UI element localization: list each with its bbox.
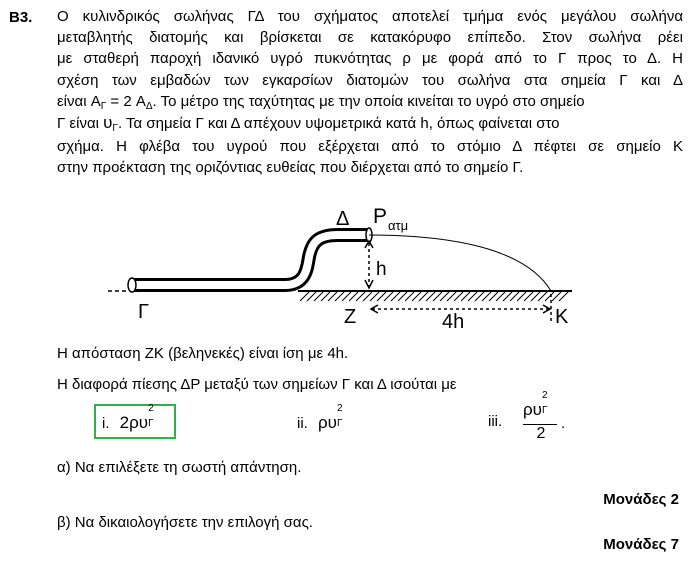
option-i[interactable]: i. 2ρυ 2 Γ <box>102 403 154 432</box>
option-ii-value: ρυ <box>318 413 337 432</box>
option-iii-num: ρυ <box>523 400 542 419</box>
pipe-mouth-gamma <box>128 278 136 292</box>
label-4h: 4h <box>442 311 465 333</box>
option-iii-dot: . <box>561 415 566 432</box>
question-number: B3. <box>9 9 33 26</box>
line6-sub-gamma: Γ <box>112 122 118 134</box>
option-iii-fraction: ρυ 2 Γ 2 <box>521 400 561 443</box>
ground-hatching <box>300 291 569 301</box>
distance-statement: Η απόσταση ΖΚ (βεληνεκές) είναι ίση με 4h. <box>57 345 349 362</box>
line5-sub-delta: Δ <box>145 100 153 112</box>
text-line-6 <box>57 112 683 133</box>
text-line-3: με σταθερή παροχή ιδανικό υγρό πυκνότητας ρ με φορά από το Γ προς το Δ. Η <box>57 50 683 68</box>
question-text <box>57 6 683 179</box>
text-line-5 <box>57 91 683 112</box>
option-iii[interactable] <box>488 413 502 430</box>
option-iii-den: 2 <box>536 425 546 442</box>
option-i-label: i. <box>102 415 110 432</box>
part-a-marks: Μονάδες 2 <box>603 491 679 508</box>
pressure-statement: Η διαφορά πίεσης ΔP μεταξύ των σημείων Γ και Δ ισούται με <box>57 376 457 393</box>
label-gamma: Γ <box>138 301 150 323</box>
velocity-symbol: υ <box>103 112 113 132</box>
label-z: Z <box>344 306 357 328</box>
line5-sub-gamma: Γ <box>100 100 107 112</box>
line6-part-a: Γ είναι <box>57 114 104 132</box>
option-ii[interactable]: ii. ρυ 2 Γ <box>297 403 343 432</box>
line5-part-a: είναι A <box>57 92 101 110</box>
label-delta: Δ <box>336 208 350 230</box>
liquid-jet <box>369 235 551 291</box>
line5-part-b: = 2 A <box>106 92 146 110</box>
pipe-figure <box>0 195 697 340</box>
option-ii-label: ii. <box>297 415 308 432</box>
text-line-2: μεταβλητής διατομής και βρίσκεται σε κατακόρυφο επίπεδο. Στον σωλήνα ρέει <box>57 29 683 47</box>
option-i-value: 2ρυ <box>119 413 149 432</box>
label-p: P <box>373 205 388 228</box>
part-a: α) Να επιλέξετε τη σωστή απάντηση. <box>57 459 302 476</box>
part-b: β) Να δικαιολογήσετε την επιλογή σας. <box>57 514 313 531</box>
text-line-1: Ο κυλινδρικός σωλήνας ΓΔ του σχήματος αποτελεί τμήμα ενός μεγάλου σωλήνα <box>57 8 683 25</box>
line6-part-b: . Τα σημεία Γ και Δ απέχουν υψομετρικά κατά h, όπως φαίνεται στο <box>117 114 560 132</box>
option-iii-label: iii. <box>488 413 503 430</box>
text-line-8: στην προέκταση της οριζόντιας ευθείας που διέρχεται από το σημείο Γ. <box>57 159 524 177</box>
text-line-7: σχήμα. Η φλέβα του υγρού που εξέρχεται από το στόμιο Δ πέφτει σε σημείο Κ <box>57 138 683 156</box>
text-line-4: σχέση των εμβαδών των εγκαρσίων διατομών του σωλήνα στα σημεία Γ και Δ <box>57 71 683 89</box>
label-h: h <box>376 259 387 280</box>
label-p-sub: ατμ <box>388 218 409 233</box>
line5-part-c: . Το μέτρο της ταχύτητας με την οποία κινείται το υγρό στο σημείο <box>152 92 585 110</box>
pipe-outer <box>132 235 369 285</box>
pipe-inner <box>132 235 369 285</box>
part-b-marks: Μονάδες 7 <box>603 536 679 553</box>
label-k: K <box>555 306 569 328</box>
